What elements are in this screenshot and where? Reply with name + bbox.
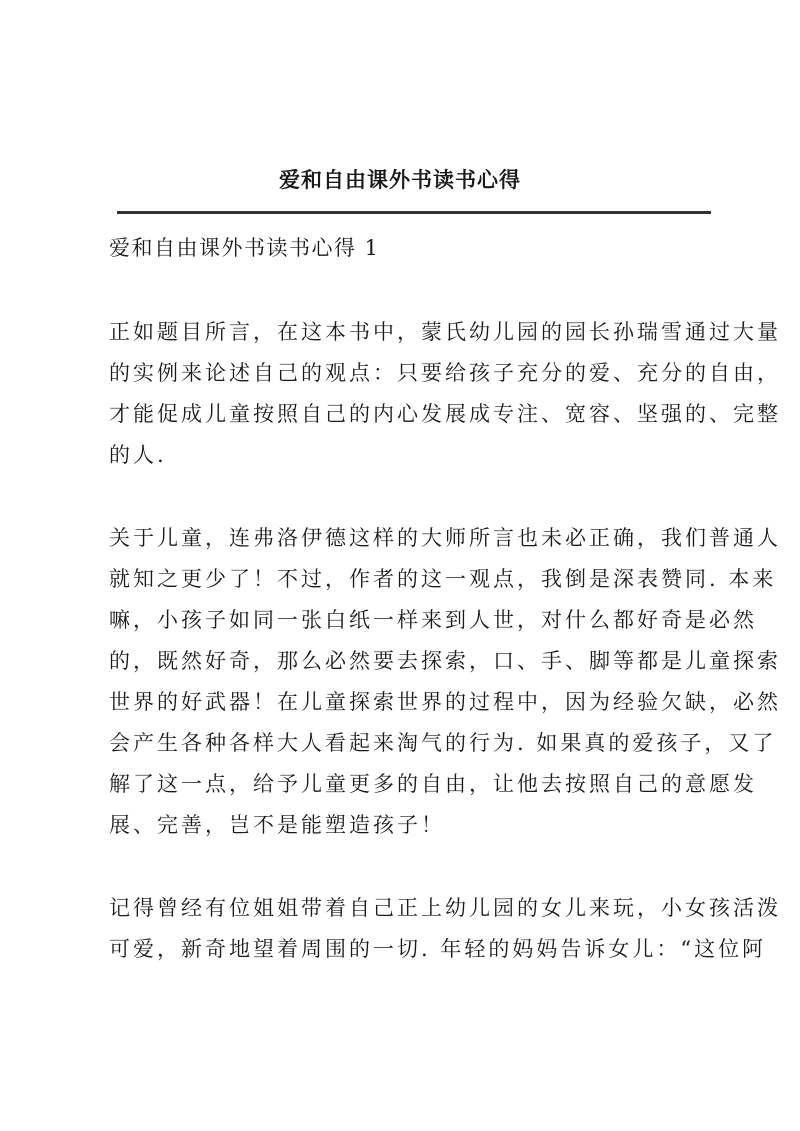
text-line: 的实例来论述自己的观点：只要给孩子充分的爱、充分的自由， bbox=[109, 361, 781, 385]
text-line: 记得曾经有位姐姐带着自己正上幼儿园的女儿来玩，小女孩活泼 bbox=[109, 896, 781, 920]
paragraph bbox=[109, 312, 781, 476]
text-line: 的，既然好奇，那么必然要去探索，口、手、脚等都是儿童探索 bbox=[109, 649, 781, 673]
text-line: 嘛，小孩子如同一张白纸一样来到人世，对什么都好奇是必然 bbox=[109, 608, 757, 632]
text-line: 关于儿童，连弗洛伊德这样的大师所言也未必正确，我们普通人 bbox=[109, 526, 781, 550]
text-line: 就知之更少了！不过，作者的这一观点，我倒是深表赞同. 本来 bbox=[109, 567, 777, 591]
text-line: 可爱，新奇地望着周围的一切. 年轻的妈妈告诉女儿：“这位阿 bbox=[109, 937, 767, 961]
text-line: 会产生各种各样大人看起来淘气的行为. 如果真的爱孩子，又了 bbox=[109, 731, 777, 755]
section-heading: 爱和自由课外书读书心得 1 bbox=[109, 236, 380, 260]
text-line: 展、完善，岂不是能塑造孩子！ bbox=[109, 813, 445, 837]
text-line: 正如题目所言，在这本书中，蒙氏幼儿园的园长孙瑞雪通过大量 bbox=[109, 320, 781, 344]
paragraph bbox=[109, 888, 781, 970]
text-line: 世界的好武器！在儿童探索世界的过程中，因为经验欠缺，必然 bbox=[109, 690, 781, 714]
text-line: 才能促成儿童按照自己的内心发展成专注、宽容、坚强的、完整 bbox=[109, 402, 781, 426]
text-line: 的人. bbox=[109, 443, 167, 467]
text-line: 解了这一点，给予儿童更多的自由，让他去按照自己的意愿发 bbox=[109, 772, 757, 796]
body-text bbox=[109, 312, 781, 1012]
title-divider bbox=[117, 211, 711, 214]
paragraph bbox=[109, 518, 781, 846]
page-title: 爱和自由课外书读书心得 bbox=[279, 167, 521, 192]
